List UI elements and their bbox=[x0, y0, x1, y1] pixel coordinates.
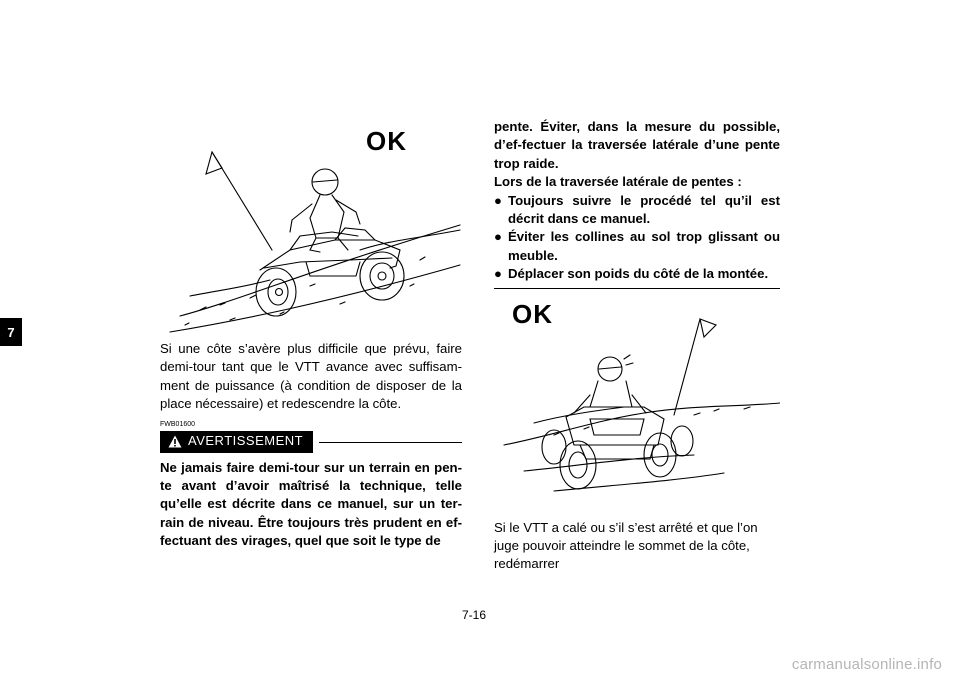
chapter-tab: 7 bbox=[0, 318, 22, 346]
turnaround-paragraph: Si une côte s’avère plus difficile que prévu, faire demi-tour tant que le VTT avance avec suffisam-ment de puissance (à condition de disposer de la place nécessaire) et redescendre la côte. bbox=[160, 341, 462, 412]
warning-header bbox=[160, 431, 462, 453]
watermark: carmanualsonline.info bbox=[791, 656, 942, 673]
right-column bbox=[494, 118, 780, 574]
list-heading: Lors de la traversée latérale de pentes : bbox=[494, 174, 742, 190]
list-item: ● Toujours suivre le procédé tel qu’il est décrit dans ce manuel. bbox=[494, 192, 780, 227]
atv-uphill-illustration bbox=[160, 100, 462, 340]
bullet-list bbox=[494, 192, 780, 284]
stall-paragraph: Si le VTT a calé ou s’il s’est arrêté et que l’on juge pouvoir atteindre le sommet de la côte, redémarrer bbox=[494, 519, 758, 572]
bullet-icon: ● bbox=[494, 229, 502, 245]
bullet-icon: ● bbox=[494, 192, 502, 208]
warning-triangle-icon bbox=[168, 435, 182, 448]
ok-label-right: OK bbox=[512, 298, 553, 329]
warning-label: AVERTISSEMENT bbox=[188, 433, 304, 449]
warning-end-rule bbox=[494, 288, 780, 289]
warning-text: Ne jamais faire demi-tour sur un terrain en pen-te avant d’avoir maîtrisé la technique, telle qu’elle est décrite dans ce manuel, sur un ter-rain de niveau. Être toujours très prudent en ef-fectuant des virages, quel que soit le type de bbox=[160, 459, 462, 549]
left-column bbox=[160, 100, 462, 551]
warning-badge bbox=[160, 431, 313, 453]
list-item: ● Éviter les collines au sol trop glissant ou meuble. bbox=[494, 229, 780, 263]
warning-continued-text: pente. Éviter, dans la mesure du possible, d’ef-fectuer la traversée latérale d’une pente trop raide. bbox=[494, 119, 780, 171]
atv-uphill-drawing bbox=[160, 100, 462, 340]
atv-traverse-illustration bbox=[494, 295, 780, 519]
page-number: 7-16 bbox=[462, 608, 487, 622]
bullet-icon: ● bbox=[494, 266, 502, 282]
warning-rule bbox=[319, 441, 462, 443]
warning-code: FWB01600 bbox=[160, 420, 196, 428]
list-item: ● Déplacer son poids du côté de la montée. bbox=[494, 265, 780, 283]
ok-label-left: OK bbox=[366, 126, 407, 156]
